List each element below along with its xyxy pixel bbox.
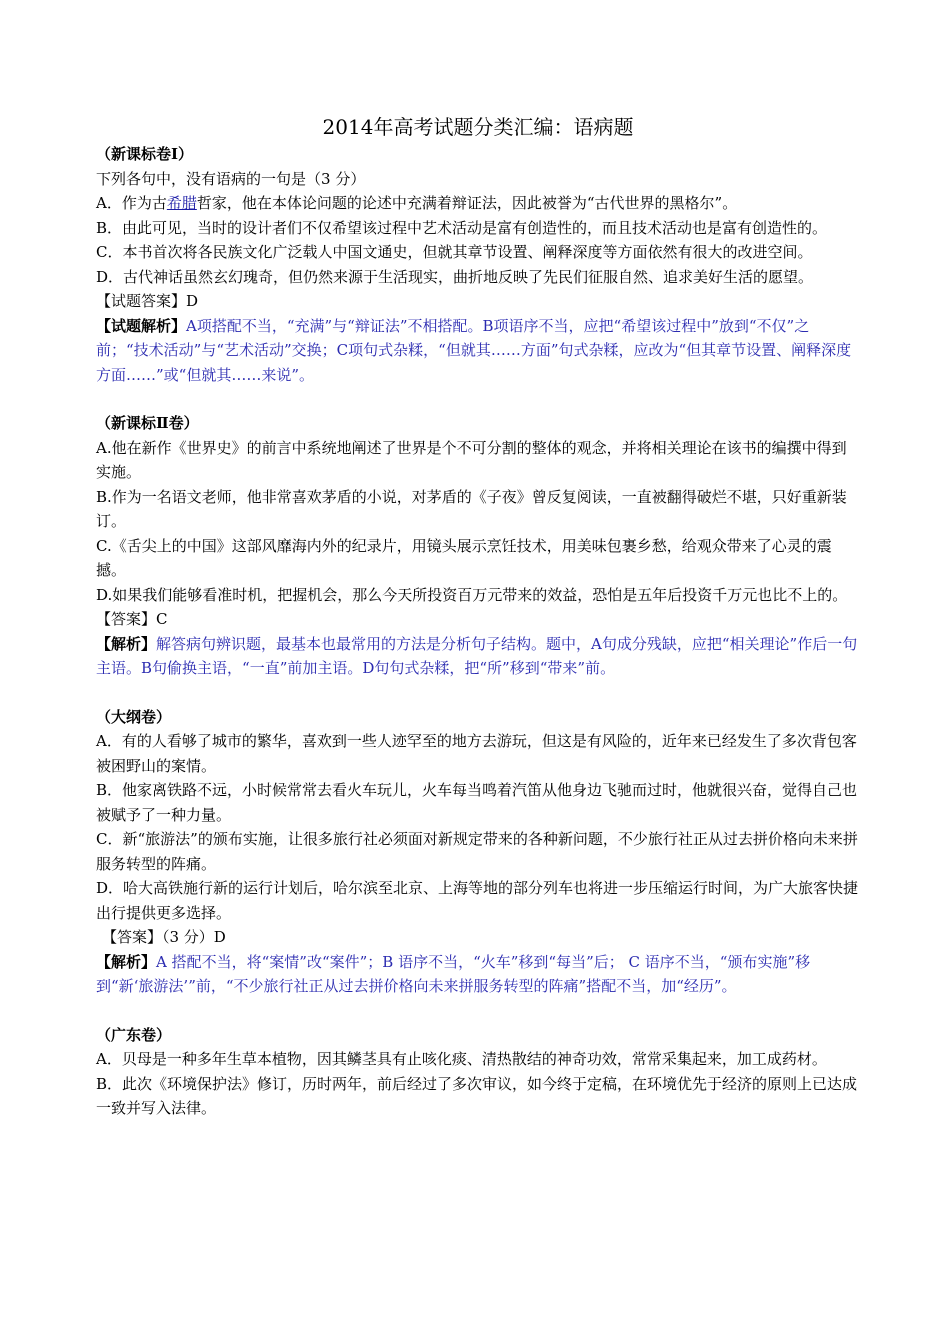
analysis (96, 632, 860, 681)
option-a: A．贝母是一种多年生草本植物，因其鳞茎具有止咳化痰、清热散结的神奇功效，常常采集起来，加工成药材。 (96, 1050, 827, 1068)
option-a (96, 191, 860, 216)
analysis (96, 314, 860, 388)
question-prompt: 下列各句中，没有语病的一句是（3 分） (96, 169, 366, 188)
analysis-label: 【解析】 (96, 634, 157, 653)
answer: 【答案】C (96, 610, 168, 628)
greece-link[interactable]: 希腊 (166, 194, 197, 212)
option-c: C．本书首次将各民族文化广泛载人中国文通史，但就其章节设置、阐释深度等方面依然有很大的改进空间。 (96, 243, 813, 261)
option-text: 哲家，他在本体论问题的论述中充满着辩证法，因此被誉为“古代世界的黑格尔”。 (196, 194, 738, 212)
option-b: B．他家离铁路不远，小时候常常去看火车玩儿，火车每当鸣着汽笛从他身边飞驰而过时，他就很兴奋，觉得自己也被赋予了一种力量。 (96, 781, 858, 824)
analysis-text: A 搭配不当，将“案情”改“案件”；B 语序不当，“火车”移到“每当”后； C 语序不当，“颁布实施”移到“新‘旅游法’”前，“不少旅行社正从过去拼价格向未来拼服务转型的阵痛”搭配不当，加“经历”。 (96, 952, 811, 995)
option-b: B．此次《环境保护法》修订，历时两年，前后经过了多次审议，如今终于定稿，在环境优先于经济的原则上已达成一致并写入法律。 (96, 1074, 858, 1117)
section-header-2: （新课标Ⅱ卷） (96, 414, 199, 432)
option-c: C．新“旅游法”的颁布实施，让很多旅行社必须面对新规定带来的各种新问题，不少旅行社正从过去拼价格向未来拼服务转型的阵痛。 (96, 830, 858, 873)
option-a: A.他在新作《世界史》的前言中系统地阐述了世界是个不可分割的整体的观念，并将相关理论在该书的编撰中得到实施。 (96, 438, 847, 481)
option-d: D．古代神话虽然玄幻瑰奇，但仍然来源于生活现实，曲折地反映了先民们征服自然、追求美好生活的愿望。 (96, 267, 814, 286)
analysis-label: 【解析】 (96, 952, 157, 971)
option-b: B．由此可见，当时的设计者们不仅希望该过程中艺术活动是富有创造性的，而且技术活动也是富有创造性的。 (96, 218, 828, 237)
document-title: 2014年高考试题分类汇编：语病题 (322, 115, 634, 139)
option-b: B.作为一名语文老师，他非常喜欢茅盾的小说，对茅盾的《子夜》曾反复阅读，一直被翻得破烂不堪，只好重新装订。 (96, 487, 847, 530)
analysis-label: 【试题解析】 (96, 316, 187, 335)
answer: 【试题答案】D (96, 292, 199, 310)
document-page (96, 112, 860, 1121)
section-header-4: （广东卷） (96, 1025, 172, 1044)
option-c: C.《舌尖上的中国》这部风靡海内外的纪录片，用镜头展示烹饪技术，用美味包裹乡愁，给观众带来了心灵的震撼。 (96, 536, 832, 579)
answer: 【答案】（3 分）D (102, 928, 226, 946)
analysis-text: 解答病句辨识题，最基本也最常用的方法是分析句子结构。题中，A句成分残缺，应把“相关理论”作后一句主语。B句偷换主语，“一直”前加主语。D句句式杂糅，把“所”移到“带来”前。 (96, 634, 858, 677)
analysis (96, 950, 860, 999)
section-header-3: （大纲卷） (96, 707, 172, 726)
analysis-text: A项搭配不当，“充满”与“辩证法”不相搭配。B项语序不当，应把“希望该过程中”放到“不仅”之前；“技术活动”与“艺术活动”交换；C项句式杂糅，“但就其……方面”句式杂糅，应改为“但其章节设置、阐释深度方面……”或“但就其……来说”。 (96, 316, 852, 384)
option-text: A．作为古 (96, 194, 167, 212)
option-a: A．有的人看够了城市的繁华，喜欢到一些人迹罕至的地方去游玩，但这是有风险的，近年来已经发生了多次背包客被困野山的案情。 (96, 732, 857, 775)
option-d: D.如果我们能够看准时机，把握机会，那么今天所投资百万元带来的效益，恐怕是五年后投资千万元也比不上的。 (96, 585, 848, 604)
option-d: D．哈大高铁施行新的运行计划后，哈尔滨至北京、上海等地的部分列车也将进一步压缩运行时间，为广大旅客快捷出行提供更多选择。 (96, 879, 859, 922)
section-header-1: （新课标卷Ⅰ） (96, 145, 194, 163)
